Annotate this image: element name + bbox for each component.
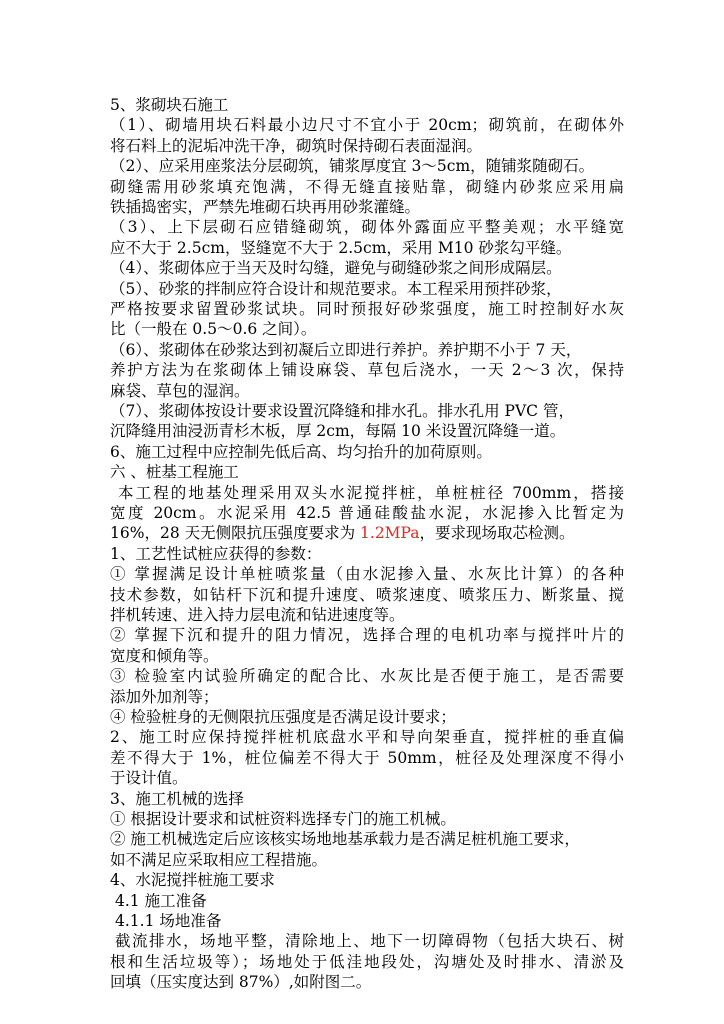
paragraph-line: ② 掌握下沉和提升的阻力情况，选择合理的电机功率与搅拌叶片的 xyxy=(110,626,624,645)
paragraph-line: 拌机转速、进入持力层电流和钻进速度等。 xyxy=(110,606,405,625)
line-prefix: 16%，28 天无侧限抗压强度要求为 xyxy=(110,524,361,543)
section-heading: 1、工艺性试桩应获得的参数： xyxy=(110,544,322,563)
paragraph-line: （3）、上下层砌石应错缝砌筑，砌体外露面应平整美观；水平缝宽 xyxy=(110,218,624,237)
subsection-heading: 4.1 施工准备 xyxy=(115,891,207,910)
section-heading: 5、浆砌块石施工 xyxy=(110,96,229,114)
paragraph-line: 2、施工时应保持搅拌桩机底盘水平和导向架垂直，搅拌桩的垂直偏 xyxy=(110,728,624,747)
paragraph-line: （2）、应采用座浆法分层砌筑，铺浆厚度宜 3～5cm，随铺浆随砌石。 xyxy=(110,157,595,176)
paragraph-line-with-highlight xyxy=(110,523,624,543)
paragraph-line: （7）、浆砌体按设计要求设置沉降缝和排水孔。排水孔用 PVC 管， xyxy=(110,402,574,421)
paragraph-line: 截流排水，场地平整，清除地上、地下一切障碍物（包括大块石、树 xyxy=(115,932,624,951)
paragraph-line: 添加外加剂等； xyxy=(110,687,219,706)
section-heading: 4、水泥搅拌桩施工要求 xyxy=(110,871,275,890)
paragraph-line: 沉降缝用油浸沥青杉木板，厚 2cm，每隔 10 米设置沉降缝一道。 xyxy=(110,422,566,441)
paragraph-line: ① 掌握满足设计单桩喷浆量（由水泥掺入量、水灰比计算）的各种 xyxy=(110,565,624,584)
paragraph-line: 养护方法为在浆砌体上铺设麻袋、草包后浇水，一天 2～3 次，保持 xyxy=(110,361,624,380)
paragraph-line: （4）、浆砌体应于当天及时勾缝，避免与砌缝砂浆之间形成隔层。 xyxy=(110,259,562,278)
subsection-heading: 4.1.1 场地准备 xyxy=(115,912,222,931)
paragraph-line: ② 施工机械选定后应该核实场地地基承载力是否满足桩机施工要求， xyxy=(110,830,580,849)
document-page xyxy=(110,95,624,993)
paragraph-line: （1）、砌墙用块石料最小边尺寸不宜小于 20cm；砌筑前，在砌体外 xyxy=(110,116,624,135)
paragraph-line: 于设计值。 xyxy=(110,769,188,788)
paragraph-line: 比（一般在 0.5～0.6 之间）。 xyxy=(110,320,317,339)
paragraph-line: 差不得大于 1%，桩位偏差不得大于 50mm，桩径及处理深度不得小 xyxy=(110,748,624,767)
section-heading: 六 、桩基工程施工 xyxy=(110,463,239,482)
paragraph-line: 如不满足应采取相应工程措施。 xyxy=(110,850,328,869)
paragraph-line: 铁插捣密实，严禁先堆砌石块再用砂浆灌缝。 xyxy=(110,198,421,216)
paragraph-line: 本工程的地基处理采用双头水泥搅拌桩，单桩桩径 700mm，搭接 xyxy=(118,483,624,502)
paragraph-line: （5）、砂浆的拌制应符合设计和规范要求。本工程采用预拌砂浆， xyxy=(110,279,562,298)
paragraph-line: 6、施工过程中应控制先低后高、均匀抬升的加荷原则。 xyxy=(110,442,492,461)
paragraph-line: （6）、浆砌体在砂浆达到初凝后立即进行养护。养护期不小于 7 天， xyxy=(110,340,582,359)
paragraph-line: 严格按要求留置砂浆试块。同时预报好砂浆强度，施工时控制好水灰 xyxy=(110,300,624,319)
paragraph-line: ③ 检验室内试验所确定的配合比、水灰比是否便于施工，是否需要 xyxy=(110,667,624,686)
paragraph-line: 技术参数，如钻杆下沉和提升速度、喷浆速度、喷浆压力、断浆量、搅 xyxy=(110,585,624,604)
paragraph-line: 宽度和倾角等。 xyxy=(110,646,219,665)
paragraph-line: 根和生活垃圾等）；场地处于低洼地段处，沟塘处及时排水、清淤及 xyxy=(110,952,624,971)
paragraph-line: 回填（压实度达到 87%）,如附图二。 xyxy=(110,973,372,992)
line-suffix: ，要求现场取芯检测。 xyxy=(419,524,575,543)
paragraph-line: ① 根据设计要求和试桩资料选择专门的施工机械。 xyxy=(110,810,456,829)
paragraph-line: 砌缝需用砂浆填充饱满，不得无缝直接贴靠，砌缝内砂浆应采用扁 xyxy=(110,177,624,196)
paragraph-line: 麻袋、草包的湿润。 xyxy=(110,381,250,400)
paragraph-line: 宽度 20cm。水泥采用 42.5 普通硅酸盐水泥，水泥掺入比暂定为 xyxy=(110,504,624,523)
paragraph-line: 应不大于 2.5cm，竖缝宽不大于 2.5cm，采用 M10 砂浆勾平缝。 xyxy=(110,238,572,257)
paragraph-line: 将石料上的泥垢冲洗干净，砌筑时保持砌石表面湿润。 xyxy=(110,136,483,155)
paragraph-line: ④ 检验桩身的无侧限抗压强度是否满足设计要求； xyxy=(110,708,456,727)
highlighted-strength-value: 1.2MPa xyxy=(360,524,420,543)
section-heading: 3、施工机械的选择 xyxy=(110,789,244,808)
